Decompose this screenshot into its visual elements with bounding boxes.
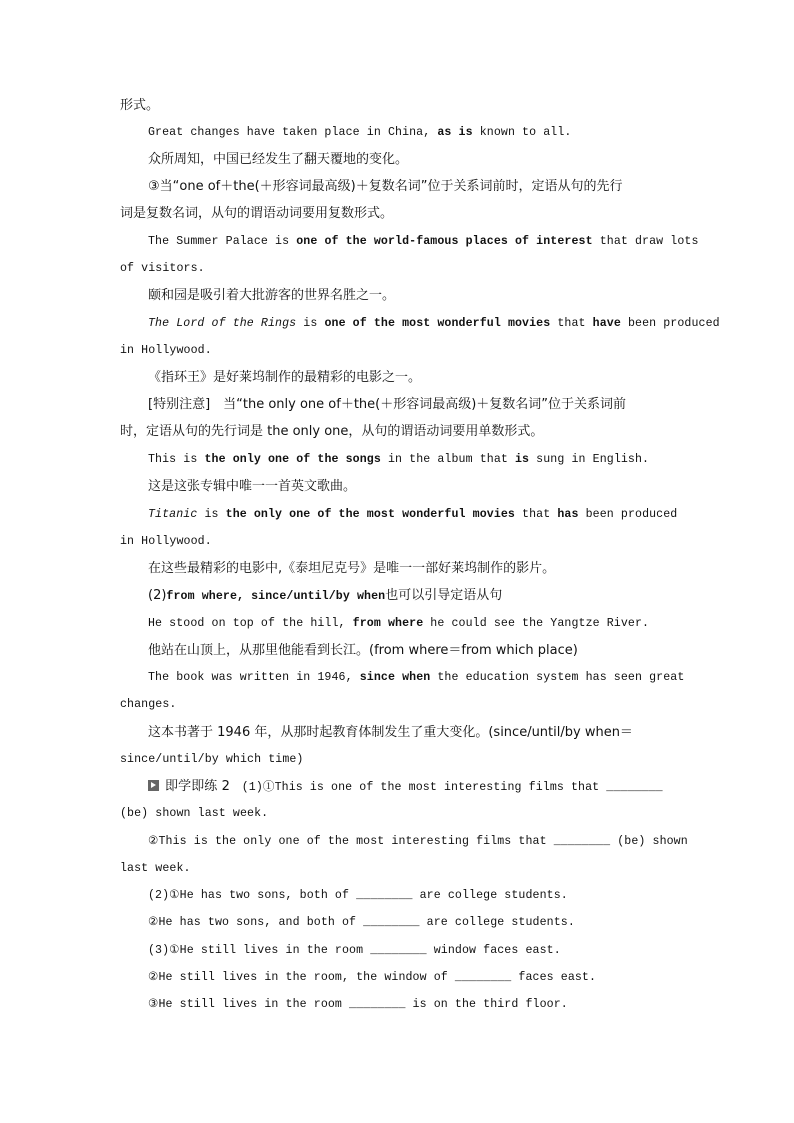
- exercise-item: ②This is the only one of the most interesting films that ________ (be) shown: [148, 835, 688, 848]
- example-sentence: The Summer Palace is one of the world-famous places of interest that draw lots: [148, 235, 699, 248]
- translation: 众所周知，中国已经发生了翻天覆地的变化。: [148, 152, 409, 167]
- translation: 颐和园是吸引着大批游客的世界名胜之一。: [148, 288, 396, 303]
- play-arrow-icon: [148, 780, 159, 791]
- example-sentence: He stood on top of the hill, from where he could see the Yangtze River.: [148, 617, 650, 630]
- translation: 这是这张专辑中唯一一首英文歌曲。: [148, 479, 357, 494]
- translation: 这本书著于 1946 年，从那时起教育体制发生了重大变化。(since/until/by when＝: [148, 725, 633, 740]
- special-note: [特别注意] 当“the only one of＋the(＋形容词最高级)＋复数名词”位于关系词前: [148, 397, 627, 412]
- example-sentence: Titanic is the only one of the most wonderful movies that has been produced: [148, 508, 678, 521]
- exercise-item: (be) shown last week.: [120, 807, 269, 820]
- special-note: 时，定语从句的先行词是 the only one，从句的谓语动词要用单数形式。: [120, 424, 544, 439]
- example-sentence: The Lord of the Rings is one of the most wonderful movies that have been produced: [148, 317, 720, 330]
- example-sentence: This is the only one of the songs in the album that is sung in English.: [148, 453, 650, 466]
- exercise-item: last week.: [120, 862, 191, 875]
- rule-text: ③当“one of＋the(＋形容词最高级)＋复数名词”位于关系词前时，定语从句的先行: [148, 179, 623, 194]
- section-heading: (2)from where, since/until/by when也可以引导定语从句: [148, 588, 503, 603]
- text-line: 形式。: [120, 98, 160, 113]
- translation: 在这些最精彩的电影中,《泰坦尼克号》是唯一一部好莱坞制作的影片。: [148, 561, 556, 576]
- exercise-item: ②He still lives in the room, the window of ________ faces east.: [148, 971, 597, 984]
- example-sentence: The book was written in 1946, since when the education system has seen great: [148, 671, 685, 684]
- exercise-item: (2)①He has two sons, both of ________ are college students.: [148, 889, 568, 902]
- exercise-header: 即学即练 2 (1)①This is one of the most interesting films that ________: [148, 779, 674, 796]
- example-sentence-cont: in Hollywood.: [120, 344, 212, 357]
- example-sentence: Great changes have taken place in China, as is known to all.: [148, 126, 572, 139]
- example-sentence-cont: in Hollywood.: [120, 535, 212, 548]
- exercise-item: ③He still lives in the room ________ is on the third floor.: [148, 998, 568, 1011]
- translation: 《指环王》是好莱坞制作的最精彩的电影之一。: [148, 370, 422, 385]
- translation: 他站在山顶上，从那里他能看到长江。(from where＝from which place): [148, 643, 578, 658]
- example-sentence-cont: changes.: [120, 698, 177, 711]
- exercise-item: ②He has two sons, and both of ________ are college students.: [148, 916, 575, 929]
- rule-text: 词是复数名词，从句的谓语动词要用复数形式。: [120, 206, 394, 221]
- example-sentence-cont: of visitors.: [120, 262, 205, 275]
- translation-cont: since/until/by which time): [120, 753, 304, 766]
- exercise-item: (3)①He still lives in the room ________ window faces east.: [148, 944, 561, 957]
